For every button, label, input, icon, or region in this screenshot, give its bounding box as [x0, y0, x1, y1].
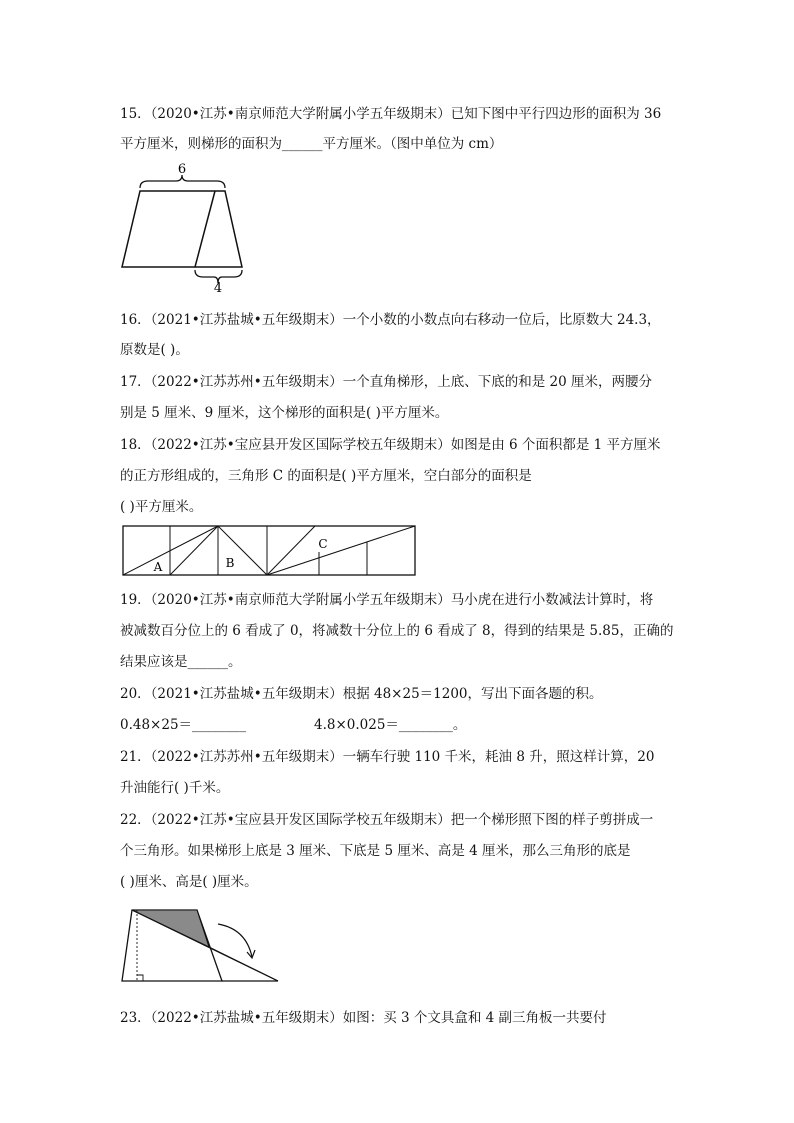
q21-line-1: 21．（2022•江苏苏州•五年级期末）一辆车行驶 110 千米，耗油 8 升，照这样计算，20 — [120, 749, 655, 765]
q18-line-1: 18．（2022•江苏•宝应县开发区国际学校五年级期末）如图是由 6 个面积都是 1 平方厘米 — [120, 437, 661, 453]
label-b: B — [225, 556, 235, 570]
cut-line — [195, 191, 215, 267]
q20-line-1: 20．（2021•江苏盐城•五年级期末）根据 48×25＝1200，写出下面各题的积。 — [120, 686, 603, 702]
q19-line-3: 结果应该是______。 — [120, 654, 242, 670]
top-length-label: 6 — [177, 162, 187, 177]
q20-line-2b: 4.8×0.025＝________。 — [314, 717, 467, 733]
q15-line-2: 平方厘米，则梯形的面积为______平方厘米。（图中单位为 cm） — [120, 136, 503, 152]
right-angle-mark — [137, 975, 143, 981]
q15-line-1: 15．（2020•江苏•南京师范大学附属小学五年级期末）已知下图中平行四边形的面积为 36 — [120, 106, 662, 122]
q16-line-1: 16．（2021•江苏盐城•五年级期末）一个小数的小数点向右移动一位后，比原数大 24.3， — [120, 312, 661, 328]
q16-line-2: 原数是( )。 — [120, 342, 189, 358]
q23-line-1: 23．（2022•江苏盐城•五年级期末）如图：买 3 个文具盒和 4 副三角板一共要付 — [120, 1010, 607, 1026]
q22-line-2: 个三角形。如果梯形上底是 3 厘米、下底是 5 厘米、高是 4 厘米，那么三角形的底是 — [120, 843, 631, 859]
q20-line-2a: 0.48×25＝________ — [120, 717, 247, 733]
q18-line-2: 的正方形组成的，三角形 C 的面积是( )平方厘米，空白部分的面积是 — [120, 468, 532, 484]
q17-line-2: 别是 5 厘米、9 厘米，这个梯形的面积是( )平方厘米。 — [120, 405, 449, 421]
trapezoid-shape — [122, 191, 242, 267]
q22-line-1: 22．（2022•江苏•宝应县开发区国际学校五年级期末）把一个梯形照下图的样子剪拼成一 — [120, 812, 654, 828]
q19-line-1: 19．（2020•江苏•南京师范大学附属小学五年级期末）马小虎在进行小数减法计算时，将 — [120, 592, 654, 608]
q19-line-2: 被减数百分位上的 6 看成了 0，将减数十分位上的 6 看成了 8，得到的结果是 5.85，正确的 — [120, 623, 674, 639]
label-a: A — [153, 560, 163, 574]
label-c: C — [318, 537, 328, 551]
moved-piece-edge — [209, 947, 278, 981]
outer-rectangle — [123, 526, 415, 575]
q22-trapezoid-cut-figure — [118, 905, 282, 987]
q15-trapezoid-figure — [118, 160, 250, 294]
rotation-arrow-arc — [218, 924, 252, 957]
q18-squares-figure — [120, 524, 418, 578]
q17-line-1: 17．（2022•江苏苏州•五年级期末）一个直角梯形，上底、下底的和是 20 厘米，两腰分 — [120, 374, 652, 390]
bottom-length-label: 4 — [213, 281, 223, 294]
triangle-c-diagonal — [267, 526, 415, 575]
triangle-b-side-2 — [267, 526, 315, 575]
q18-line-3: ( )平方厘米。 — [120, 499, 203, 515]
q22-line-3: ( )厘米、高是( )厘米。 — [120, 874, 258, 890]
q21-line-2: 升油能行( )千米。 — [120, 780, 230, 796]
